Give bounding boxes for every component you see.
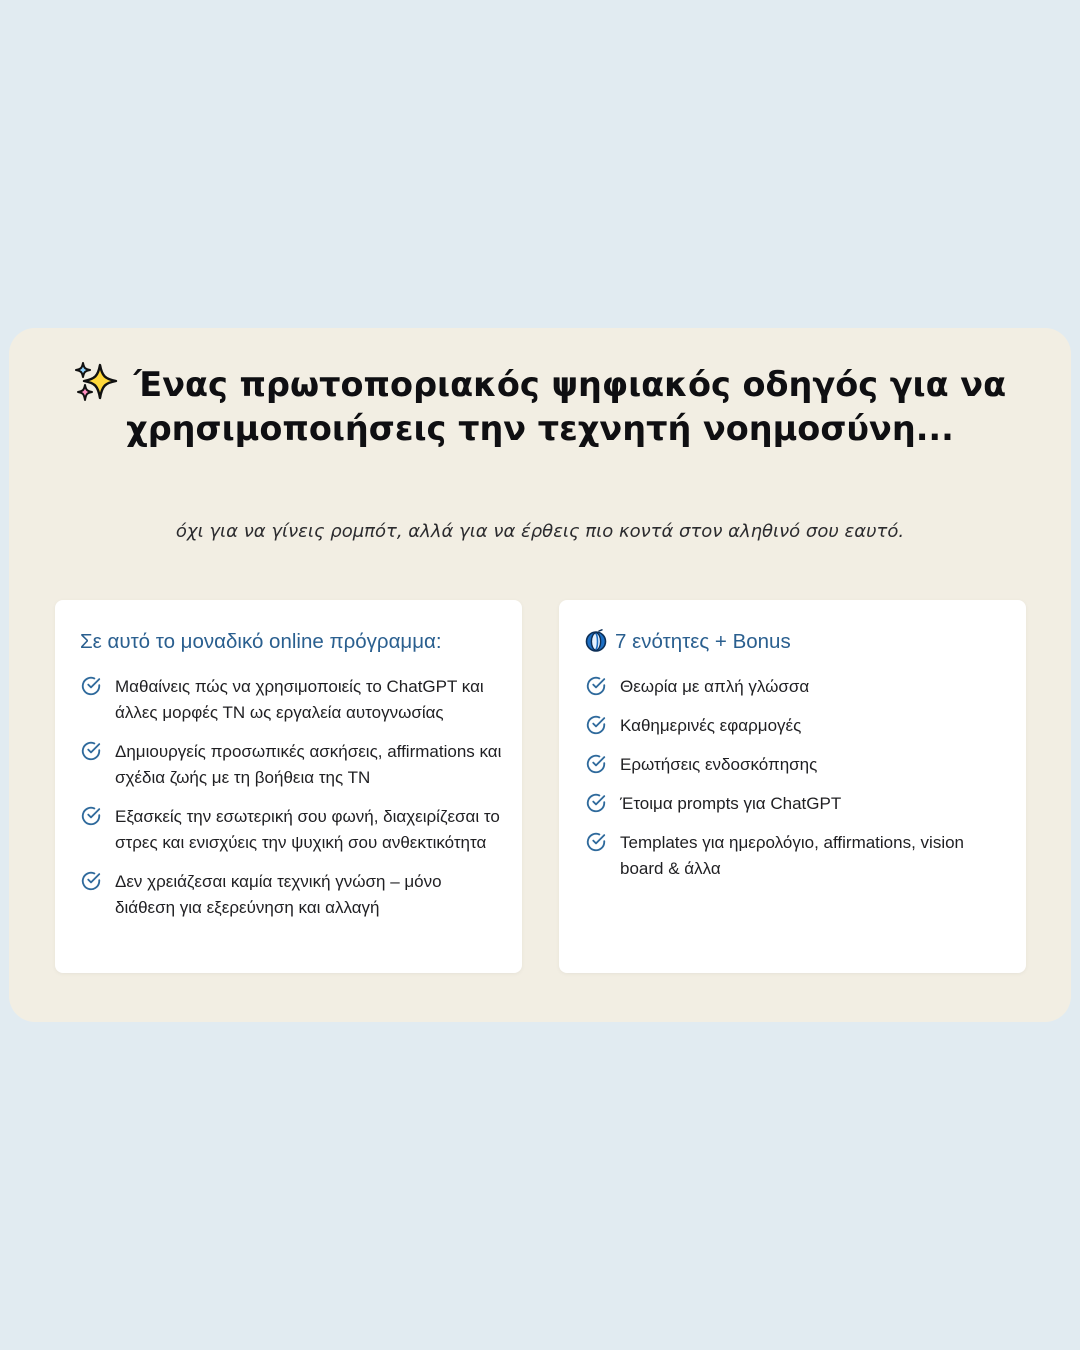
check-circle-icon: [80, 675, 102, 697]
check-circle-icon: [80, 740, 102, 762]
check-circle-icon: [585, 792, 607, 814]
page-subtitle: όχι για να γίνεις ρομπότ, αλλά για να έρθεις πιο κοντά στον αληθινό σου εαυτό.: [175, 521, 905, 542]
program-card-title: Σε αυτό το μοναδικό online πρόγραμμα:: [80, 630, 442, 653]
list-item-text: Θεωρία με απλή γλώσσα: [620, 677, 810, 696]
list-item: [585, 791, 1006, 817]
list-item: [585, 713, 1006, 739]
list-item-text: Εξασκείς την εσωτερική σου φωνή, διαχειρίζεσαι το στρες και ενισχύεις την ψυχική σου ανθεκτικότητα: [115, 807, 500, 852]
check-circle-icon: [585, 714, 607, 736]
list-item-text: Καθημερινές εφαρμογές: [620, 716, 802, 735]
program-feature-list: [80, 674, 502, 934]
list-item: [585, 830, 1006, 882]
modules-card: [559, 600, 1026, 973]
check-circle-icon: [585, 753, 607, 775]
check-circle-icon: [585, 831, 607, 853]
list-item-text: Ερωτήσεις ενδοσκόπησης: [620, 755, 818, 774]
list-item-text: Δεν χρειάζεσαι καμία τεχνική γνώση – μόνο διάθεση για εξερεύνηση και αλλαγή: [115, 872, 442, 917]
list-item: [80, 674, 502, 726]
list-item: [80, 739, 502, 791]
check-circle-icon: [80, 805, 102, 827]
sparkles-icon: [74, 362, 120, 402]
hero-header: [0, 362, 1080, 451]
list-item-text: Δημιουργείς προσωπικές ασκήσεις, affirmations και σχέδια ζωής με τη βοήθεια της ΤΝ: [115, 742, 502, 787]
check-circle-icon: [80, 870, 102, 892]
modules-card-title: [585, 628, 791, 656]
list-item-text: Μαθαίνεις πώς να χρησιμοποιείς το ChatGPT και άλλες μορφές ΤΝ ως εργαλεία αυτογνωσίας: [115, 677, 484, 722]
list-item-text: Templates για ημερολόγιο, affirmations, vision board & άλλα: [620, 833, 965, 878]
list-item: [80, 869, 502, 921]
page-title: [0, 362, 1080, 451]
list-item-text: Έτοιμα prompts για ChatGPT: [620, 794, 842, 813]
list-item: [585, 674, 1006, 700]
check-circle-icon: [585, 675, 607, 697]
modules-list: [585, 674, 1006, 895]
list-item: [80, 804, 502, 856]
program-card: [55, 600, 522, 973]
list-item: [585, 752, 1006, 778]
globe-icon: [585, 629, 607, 653]
modules-card-title-text: 7 ενότητες + Bonus: [615, 630, 791, 653]
page-title-text: Ένας πρωτοποριακός ψηφιακός οδηγός για να χρησιμοποιήσεις την τεχνητή νοημοσύνη...: [126, 365, 1007, 448]
